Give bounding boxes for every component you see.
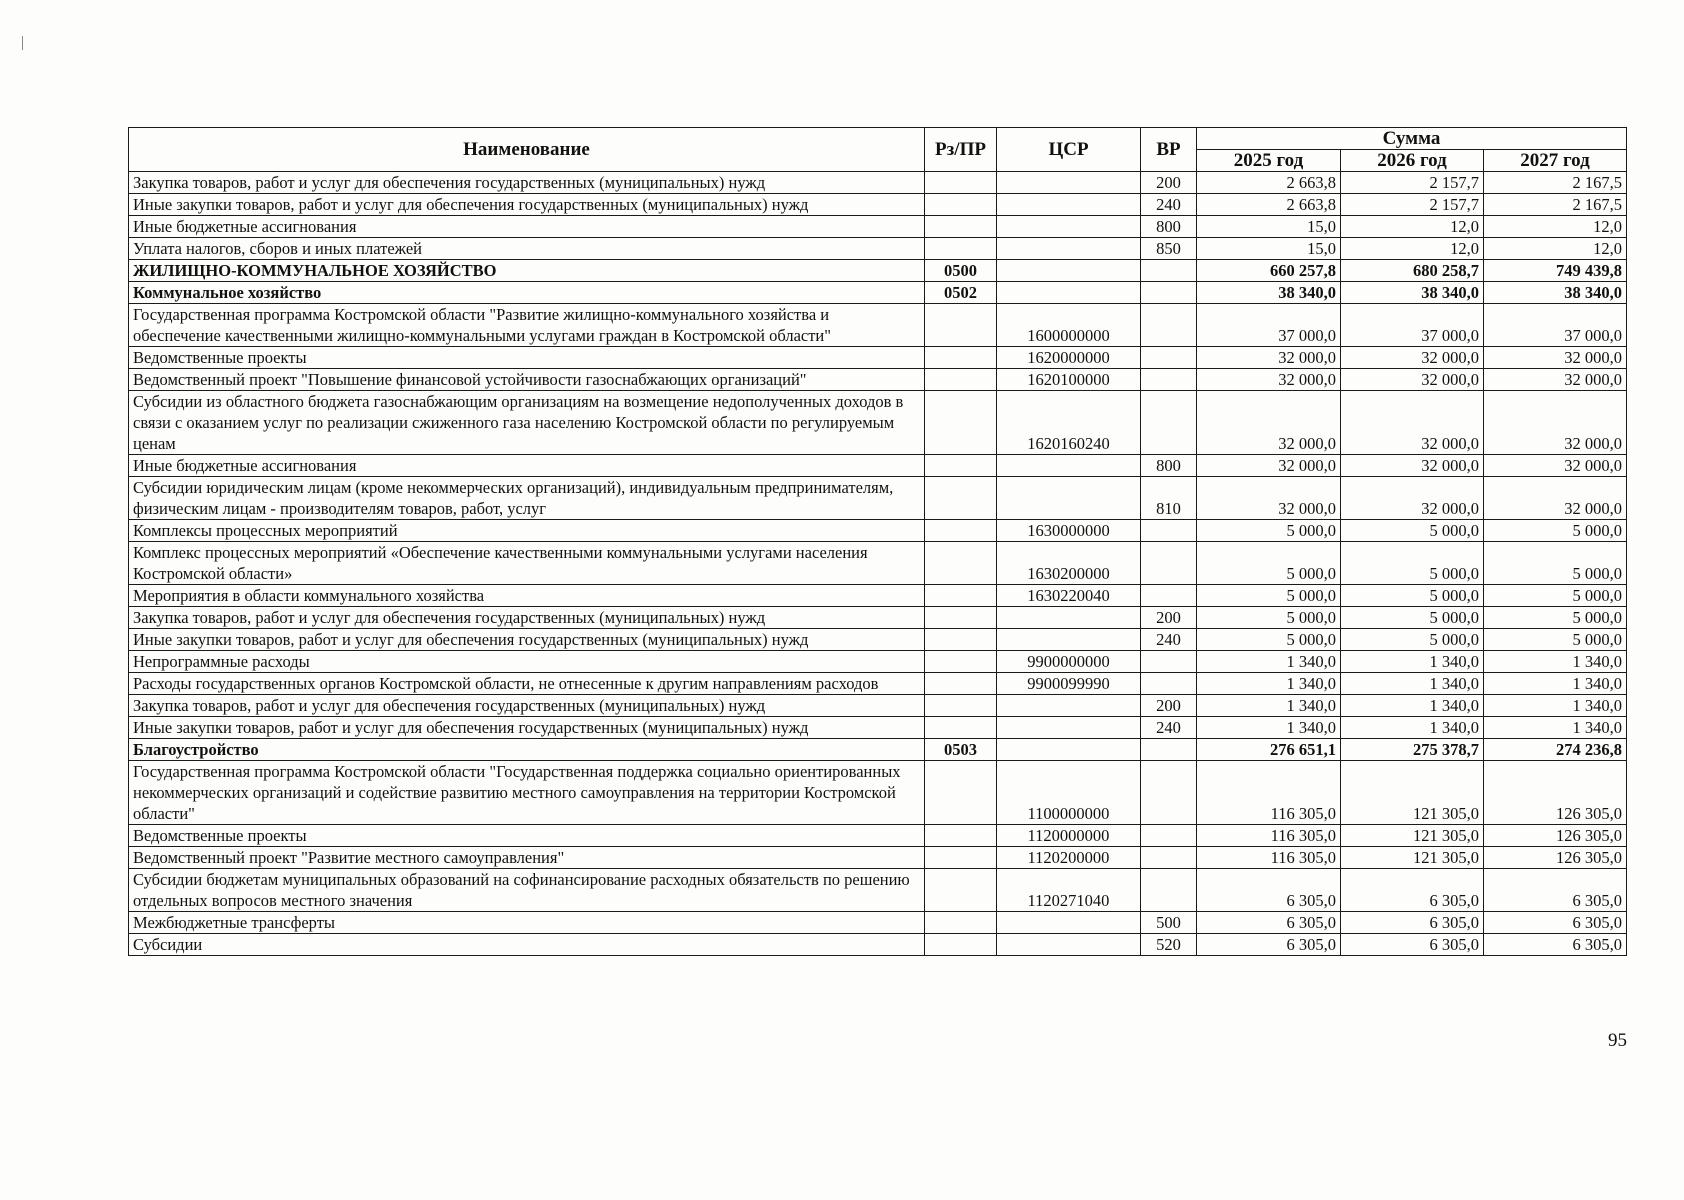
table-row (129, 629, 1627, 651)
row-name: Комплексы процессных мероприятий (129, 520, 925, 542)
row-rzpr (925, 651, 997, 673)
row-rzpr (925, 477, 997, 520)
row-amount-2025: 116 305,0 (1197, 825, 1341, 847)
row-amount-2026: 2 157,7 (1341, 172, 1484, 194)
row-vr: 810 (1141, 477, 1197, 520)
row-csr (997, 172, 1141, 194)
row-amount-2027: 1 340,0 (1484, 673, 1627, 695)
row-vr (1141, 520, 1197, 542)
row-name: ЖИЛИЩНО-КОММУНАЛЬНОЕ ХОЗЯЙСТВО (129, 260, 925, 282)
row-amount-2025: 276 651,1 (1197, 739, 1341, 761)
row-rzpr (925, 912, 997, 934)
row-name: Ведомственный проект "Развитие местного самоуправления" (129, 847, 925, 869)
table-row (129, 585, 1627, 607)
row-name: Ведомственные проекты (129, 347, 925, 369)
row-csr (997, 260, 1141, 282)
row-amount-2027: 274 236,8 (1484, 739, 1627, 761)
row-name: Иные закупки товаров, работ и услуг для обеспечения государственных (муниципальных) нужд (129, 717, 925, 739)
row-csr: 1120000000 (997, 825, 1141, 847)
row-amount-2026: 275 378,7 (1341, 739, 1484, 761)
header-sum: Сумма (1197, 128, 1627, 150)
row-amount-2026: 6 305,0 (1341, 934, 1484, 956)
row-rzpr (925, 216, 997, 238)
row-rzpr (925, 673, 997, 695)
row-amount-2027: 5 000,0 (1484, 607, 1627, 629)
row-amount-2027: 32 000,0 (1484, 347, 1627, 369)
row-csr (997, 238, 1141, 260)
row-amount-2026: 1 340,0 (1341, 651, 1484, 673)
row-vr: 200 (1141, 172, 1197, 194)
row-amount-2025: 38 340,0 (1197, 282, 1341, 304)
row-rzpr (925, 347, 997, 369)
header-name: Наименование (129, 128, 925, 172)
row-rzpr (925, 455, 997, 477)
row-vr (1141, 825, 1197, 847)
row-amount-2027: 5 000,0 (1484, 542, 1627, 585)
row-vr: 500 (1141, 912, 1197, 934)
row-amount-2026: 5 000,0 (1341, 629, 1484, 651)
row-vr: 240 (1141, 717, 1197, 739)
row-amount-2026: 37 000,0 (1341, 304, 1484, 347)
row-amount-2027: 5 000,0 (1484, 585, 1627, 607)
page-number: 95 (1608, 1030, 1627, 1051)
row-amount-2027: 6 305,0 (1484, 869, 1627, 912)
table-row (129, 869, 1627, 912)
table-row (129, 172, 1627, 194)
row-vr: 520 (1141, 934, 1197, 956)
row-vr (1141, 347, 1197, 369)
header-vr: ВР (1141, 128, 1197, 172)
table-row (129, 520, 1627, 542)
row-csr: 9900099990 (997, 673, 1141, 695)
scan-mark (22, 36, 23, 50)
row-csr: 1100000000 (997, 761, 1141, 825)
row-name: Расходы государственных органов Костромской области, не отнесенные к другим направлениям расходов (129, 673, 925, 695)
row-amount-2026: 1 340,0 (1341, 673, 1484, 695)
row-csr (997, 695, 1141, 717)
row-name: Мероприятия в области коммунального хозяйства (129, 585, 925, 607)
row-name: Государственная программа Костромской области "Государственная поддержка социально ориентированных некоммерческих организаций и содействие развитию местного самоуправления на территории Костромской области" (129, 761, 925, 825)
table-row (129, 607, 1627, 629)
row-rzpr (925, 520, 997, 542)
header-2027: 2027 год (1484, 150, 1627, 172)
table-row (129, 542, 1627, 585)
row-rzpr (925, 369, 997, 391)
row-amount-2025: 5 000,0 (1197, 629, 1341, 651)
row-csr (997, 216, 1141, 238)
row-name: Ведомственный проект "Повышение финансовой устойчивости газоснабжающих организаций" (129, 369, 925, 391)
row-amount-2027: 6 305,0 (1484, 934, 1627, 956)
table-row (129, 260, 1627, 282)
row-vr (1141, 585, 1197, 607)
table-body (129, 172, 1627, 956)
row-name: Субсидии юридическим лицам (кроме некоммерческих организаций), индивидуальным предпринимателям, физическим лицам - производителям товаров, работ, услуг (129, 477, 925, 520)
row-rzpr: 0502 (925, 282, 997, 304)
table-row (129, 651, 1627, 673)
row-amount-2025: 1 340,0 (1197, 651, 1341, 673)
row-amount-2026: 32 000,0 (1341, 477, 1484, 520)
row-vr (1141, 847, 1197, 869)
row-vr (1141, 260, 1197, 282)
row-rzpr: 0503 (925, 739, 997, 761)
row-vr (1141, 739, 1197, 761)
row-csr: 1630000000 (997, 520, 1141, 542)
row-vr (1141, 369, 1197, 391)
row-csr: 1620100000 (997, 369, 1141, 391)
table-row (129, 347, 1627, 369)
row-amount-2026: 5 000,0 (1341, 607, 1484, 629)
table-row (129, 739, 1627, 761)
row-csr (997, 629, 1141, 651)
row-csr: 1630200000 (997, 542, 1141, 585)
row-amount-2025: 32 000,0 (1197, 369, 1341, 391)
row-csr: 1120271040 (997, 869, 1141, 912)
row-vr (1141, 282, 1197, 304)
row-csr: 1620000000 (997, 347, 1141, 369)
row-csr (997, 282, 1141, 304)
row-rzpr (925, 391, 997, 455)
row-vr (1141, 542, 1197, 585)
row-amount-2026: 5 000,0 (1341, 542, 1484, 585)
row-amount-2027: 749 439,8 (1484, 260, 1627, 282)
row-vr (1141, 304, 1197, 347)
row-amount-2026: 32 000,0 (1341, 347, 1484, 369)
row-amount-2027: 32 000,0 (1484, 455, 1627, 477)
row-rzpr (925, 238, 997, 260)
row-csr: 1630220040 (997, 585, 1141, 607)
header-2025: 2025 год (1197, 150, 1341, 172)
row-rzpr (925, 585, 997, 607)
row-amount-2025: 15,0 (1197, 216, 1341, 238)
row-amount-2025: 37 000,0 (1197, 304, 1341, 347)
row-amount-2027: 2 167,5 (1484, 172, 1627, 194)
row-name: Иные закупки товаров, работ и услуг для обеспечения государственных (муниципальных) нужд (129, 629, 925, 651)
row-csr (997, 455, 1141, 477)
row-amount-2026: 121 305,0 (1341, 761, 1484, 825)
table-row (129, 194, 1627, 216)
row-amount-2027: 1 340,0 (1484, 695, 1627, 717)
row-amount-2025: 6 305,0 (1197, 869, 1341, 912)
row-name: Межбюджетные трансферты (129, 912, 925, 934)
row-vr: 850 (1141, 238, 1197, 260)
row-amount-2027: 126 305,0 (1484, 847, 1627, 869)
table-row (129, 912, 1627, 934)
row-vr: 800 (1141, 455, 1197, 477)
row-amount-2027: 126 305,0 (1484, 825, 1627, 847)
row-amount-2025: 5 000,0 (1197, 542, 1341, 585)
row-amount-2025: 6 305,0 (1197, 912, 1341, 934)
row-amount-2026: 6 305,0 (1341, 869, 1484, 912)
row-rzpr (925, 542, 997, 585)
row-amount-2027: 6 305,0 (1484, 912, 1627, 934)
row-amount-2027: 37 000,0 (1484, 304, 1627, 347)
row-amount-2026: 32 000,0 (1341, 455, 1484, 477)
row-rzpr: 0500 (925, 260, 997, 282)
row-amount-2027: 12,0 (1484, 216, 1627, 238)
header-rzpr: Рз/ПР (925, 128, 997, 172)
row-vr: 240 (1141, 194, 1197, 216)
table-row (129, 455, 1627, 477)
row-amount-2025: 1 340,0 (1197, 695, 1341, 717)
row-name: Субсидии из областного бюджета газоснабжающим организациям на возмещение недополученных доходов в связи с оказанием услуг по реализации сжиженного газа населению Костромской области по регулируемым ценам (129, 391, 925, 455)
row-amount-2026: 38 340,0 (1341, 282, 1484, 304)
row-vr: 240 (1141, 629, 1197, 651)
row-amount-2025: 32 000,0 (1197, 477, 1341, 520)
row-vr: 800 (1141, 216, 1197, 238)
row-amount-2025: 5 000,0 (1197, 520, 1341, 542)
row-amount-2027: 1 340,0 (1484, 717, 1627, 739)
row-rzpr (925, 629, 997, 651)
table-row (129, 673, 1627, 695)
row-name: Закупка товаров, работ и услуг для обеспечения государственных (муниципальных) нужд (129, 695, 925, 717)
row-name: Закупка товаров, работ и услуг для обеспечения государственных (муниципальных) нужд (129, 172, 925, 194)
row-amount-2025: 32 000,0 (1197, 455, 1341, 477)
row-amount-2025: 116 305,0 (1197, 761, 1341, 825)
row-name: Иные бюджетные ассигнования (129, 216, 925, 238)
row-name: Непрограммные расходы (129, 651, 925, 673)
row-amount-2025: 32 000,0 (1197, 391, 1341, 455)
table-row (129, 847, 1627, 869)
row-amount-2026: 32 000,0 (1341, 369, 1484, 391)
row-amount-2026: 32 000,0 (1341, 391, 1484, 455)
row-amount-2026: 12,0 (1341, 238, 1484, 260)
row-amount-2027: 1 340,0 (1484, 651, 1627, 673)
row-csr: 1600000000 (997, 304, 1141, 347)
row-amount-2025: 6 305,0 (1197, 934, 1341, 956)
row-amount-2026: 2 157,7 (1341, 194, 1484, 216)
row-amount-2026: 680 258,7 (1341, 260, 1484, 282)
table-row (129, 934, 1627, 956)
row-vr (1141, 673, 1197, 695)
table-row (129, 477, 1627, 520)
row-csr (997, 194, 1141, 216)
table-row (129, 717, 1627, 739)
row-amount-2025: 5 000,0 (1197, 607, 1341, 629)
row-name: Субсидии бюджетам муниципальных образований на софинансирование расходных обязательств по решению отдельных вопросов местного значения (129, 869, 925, 912)
row-amount-2025: 2 663,8 (1197, 194, 1341, 216)
row-rzpr (925, 607, 997, 629)
table-row (129, 216, 1627, 238)
row-name: Комплекс процессных мероприятий «Обеспечение качественными коммунальными услугами населения Костромской области» (129, 542, 925, 585)
header-csr: ЦСР (997, 128, 1141, 172)
row-csr (997, 739, 1141, 761)
row-amount-2025: 2 663,8 (1197, 172, 1341, 194)
row-vr (1141, 651, 1197, 673)
budget-table (128, 127, 1627, 956)
row-rzpr (925, 304, 997, 347)
table-header (129, 128, 1627, 172)
row-name: Благоустройство (129, 739, 925, 761)
table-row (129, 391, 1627, 455)
row-amount-2027: 38 340,0 (1484, 282, 1627, 304)
row-name: Уплата налогов, сборов и иных платежей (129, 238, 925, 260)
table-row (129, 282, 1627, 304)
row-rzpr (925, 825, 997, 847)
row-amount-2027: 32 000,0 (1484, 477, 1627, 520)
row-csr: 1120200000 (997, 847, 1141, 869)
row-name: Иные закупки товаров, работ и услуг для обеспечения государственных (муниципальных) нужд (129, 194, 925, 216)
row-rzpr (925, 194, 997, 216)
row-name: Государственная программа Костромской области "Развитие жилищно-коммунального хозяйства и обеспечение качественными жилищно-коммунальными услугами граждан в Костромской области" (129, 304, 925, 347)
row-name: Субсидии (129, 934, 925, 956)
row-amount-2025: 1 340,0 (1197, 673, 1341, 695)
row-rzpr (925, 172, 997, 194)
row-amount-2027: 32 000,0 (1484, 369, 1627, 391)
table-row (129, 238, 1627, 260)
row-csr (997, 477, 1141, 520)
row-rzpr (925, 717, 997, 739)
row-rzpr (925, 847, 997, 869)
row-amount-2027: 5 000,0 (1484, 629, 1627, 651)
row-amount-2025: 116 305,0 (1197, 847, 1341, 869)
row-amount-2027: 126 305,0 (1484, 761, 1627, 825)
table-row (129, 304, 1627, 347)
row-name: Коммунальное хозяйство (129, 282, 925, 304)
row-rzpr (925, 934, 997, 956)
row-csr (997, 934, 1141, 956)
row-vr (1141, 391, 1197, 455)
row-amount-2025: 5 000,0 (1197, 585, 1341, 607)
row-rzpr (925, 695, 997, 717)
row-amount-2025: 15,0 (1197, 238, 1341, 260)
row-amount-2026: 5 000,0 (1341, 585, 1484, 607)
table-row (129, 695, 1627, 717)
row-vr (1141, 869, 1197, 912)
row-amount-2026: 12,0 (1341, 216, 1484, 238)
table-row (129, 825, 1627, 847)
row-name: Ведомственные проекты (129, 825, 925, 847)
row-vr: 200 (1141, 607, 1197, 629)
header-2026: 2026 год (1341, 150, 1484, 172)
row-csr: 1620160240 (997, 391, 1141, 455)
row-amount-2026: 5 000,0 (1341, 520, 1484, 542)
row-amount-2027: 32 000,0 (1484, 391, 1627, 455)
row-amount-2026: 121 305,0 (1341, 825, 1484, 847)
row-amount-2025: 660 257,8 (1197, 260, 1341, 282)
row-rzpr (925, 869, 997, 912)
row-amount-2027: 5 000,0 (1484, 520, 1627, 542)
row-csr: 9900000000 (997, 651, 1141, 673)
row-amount-2027: 2 167,5 (1484, 194, 1627, 216)
row-csr (997, 717, 1141, 739)
row-amount-2027: 12,0 (1484, 238, 1627, 260)
row-csr (997, 607, 1141, 629)
row-amount-2025: 32 000,0 (1197, 347, 1341, 369)
row-csr (997, 912, 1141, 934)
row-amount-2026: 1 340,0 (1341, 695, 1484, 717)
row-name: Закупка товаров, работ и услуг для обеспечения государственных (муниципальных) нужд (129, 607, 925, 629)
row-rzpr (925, 761, 997, 825)
row-vr: 200 (1141, 695, 1197, 717)
row-amount-2026: 121 305,0 (1341, 847, 1484, 869)
row-amount-2026: 1 340,0 (1341, 717, 1484, 739)
table-row (129, 369, 1627, 391)
row-amount-2025: 1 340,0 (1197, 717, 1341, 739)
row-name: Иные бюджетные ассигнования (129, 455, 925, 477)
row-amount-2026: 6 305,0 (1341, 912, 1484, 934)
table-row (129, 761, 1627, 825)
row-vr (1141, 761, 1197, 825)
